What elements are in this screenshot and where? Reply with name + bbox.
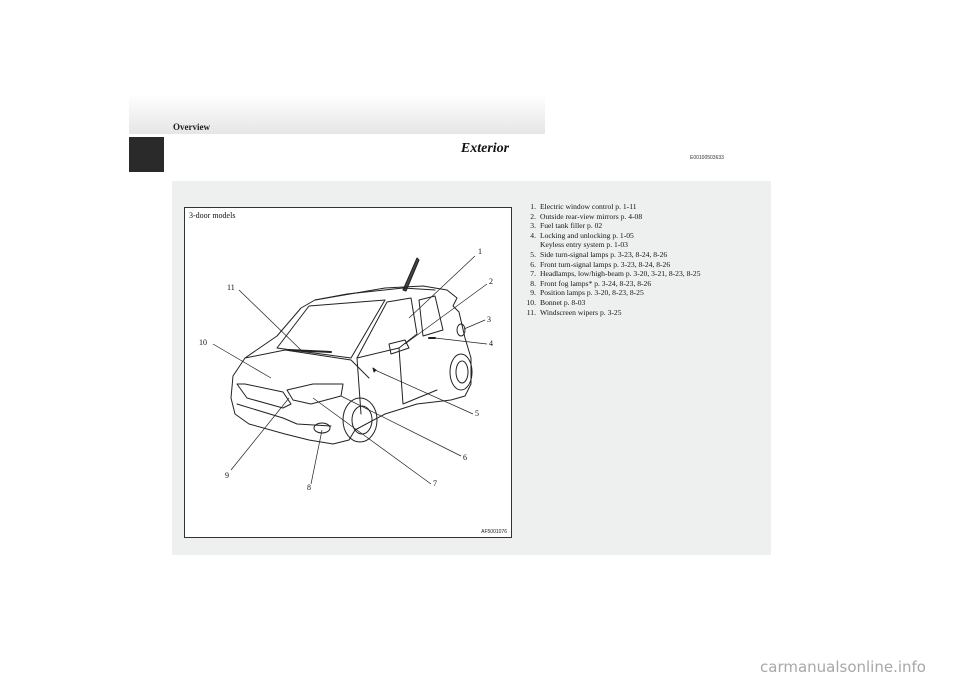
legend-text: Bonnet p. 8-03: [540, 297, 586, 307]
legend-text: Outside rear-view mirrors p. 4-08: [540, 211, 643, 221]
legend-number: 3.: [530, 221, 536, 231]
legend-text-group: [540, 231, 768, 250]
callout-4: 4: [489, 339, 493, 348]
callout-10: 10: [199, 338, 207, 347]
page-title: Exterior: [460, 141, 510, 156]
legend-item: [518, 212, 768, 222]
legend-text: Side turn-signal lamps p. 3-23, 8-24, 8-26: [540, 249, 668, 259]
rear-window-shape: [419, 296, 443, 336]
section-tab: [129, 137, 164, 172]
callout-1: 1: [478, 247, 482, 256]
legend-number: 2.: [530, 211, 536, 221]
legend-number: 8.: [530, 278, 536, 288]
legend-number: 7.: [530, 269, 536, 279]
legend-item: [518, 298, 768, 308]
callout-11: 11: [227, 283, 235, 292]
callout-2: 2: [489, 277, 493, 286]
legend-list: [518, 202, 768, 317]
legend-number: 10.: [526, 297, 536, 307]
watermark-link[interactable]: carmanualsonline.info: [760, 658, 926, 676]
legend-text: Position lamps p. 3-20, 8-23, 8-25: [540, 288, 644, 298]
callout-8: 8: [307, 483, 311, 492]
door-lines: [357, 348, 437, 414]
legend-item: [518, 231, 768, 250]
legend-item: [518, 308, 768, 318]
legend-text: Locking and unlocking p. 1-05: [540, 230, 634, 240]
callout-5: 5: [475, 409, 479, 418]
legend-text: Front turn-signal lamps p. 3-23, 8-24, 8-26: [540, 259, 671, 269]
legend-text: Headlamps, low/high-beam p. 3-20, 3-21, 8-23, 8-25: [540, 269, 701, 279]
legend-text: Windscreen wipers p. 3-25: [540, 307, 622, 317]
legend-item: [518, 250, 768, 260]
legend-text: Front fog lamps* p. 3-24, 8-23, 8-26: [540, 278, 652, 288]
car-exterior-figure: [184, 207, 512, 538]
car-body-outline: [231, 286, 471, 444]
legend-text: Fuel tank filler p. 02: [540, 221, 603, 231]
legend-number: 9.: [530, 288, 536, 298]
callout-7: 7: [433, 479, 437, 488]
legend-item: [518, 221, 768, 231]
legend-number: 1.: [530, 202, 536, 211]
legend-item: [518, 269, 768, 279]
legend-number: 11.: [526, 307, 536, 317]
legend-item: [518, 288, 768, 298]
callout-3: 3: [487, 315, 491, 324]
reference-code: E00100503633: [690, 155, 724, 161]
legend-subtext: Keyless entry system p. 1-03: [540, 240, 628, 250]
figure-caption: 3-door models: [189, 211, 236, 220]
legend-item: [518, 260, 768, 270]
section-label: Overview: [173, 122, 210, 132]
figure-code: AF5001076: [481, 529, 507, 535]
fuel-filler-shape: [457, 324, 465, 336]
car-diagram: [185, 208, 511, 537]
legend-item: [518, 279, 768, 289]
legend-text: Electric window control p. 1-11: [540, 202, 637, 211]
grille-shape: [237, 384, 291, 408]
callout-6: 6: [463, 453, 467, 462]
headlamp-shape: [287, 384, 343, 404]
legend-number: 4.: [530, 230, 536, 240]
callout-9: 9: [225, 471, 229, 480]
legend-number: 6.: [530, 259, 536, 269]
rear-wheel: [450, 354, 472, 390]
front-window-shape: [357, 298, 417, 358]
rear-wheel-rim: [456, 361, 468, 383]
legend-number: 5.: [530, 249, 536, 259]
legend-item: [518, 202, 768, 212]
